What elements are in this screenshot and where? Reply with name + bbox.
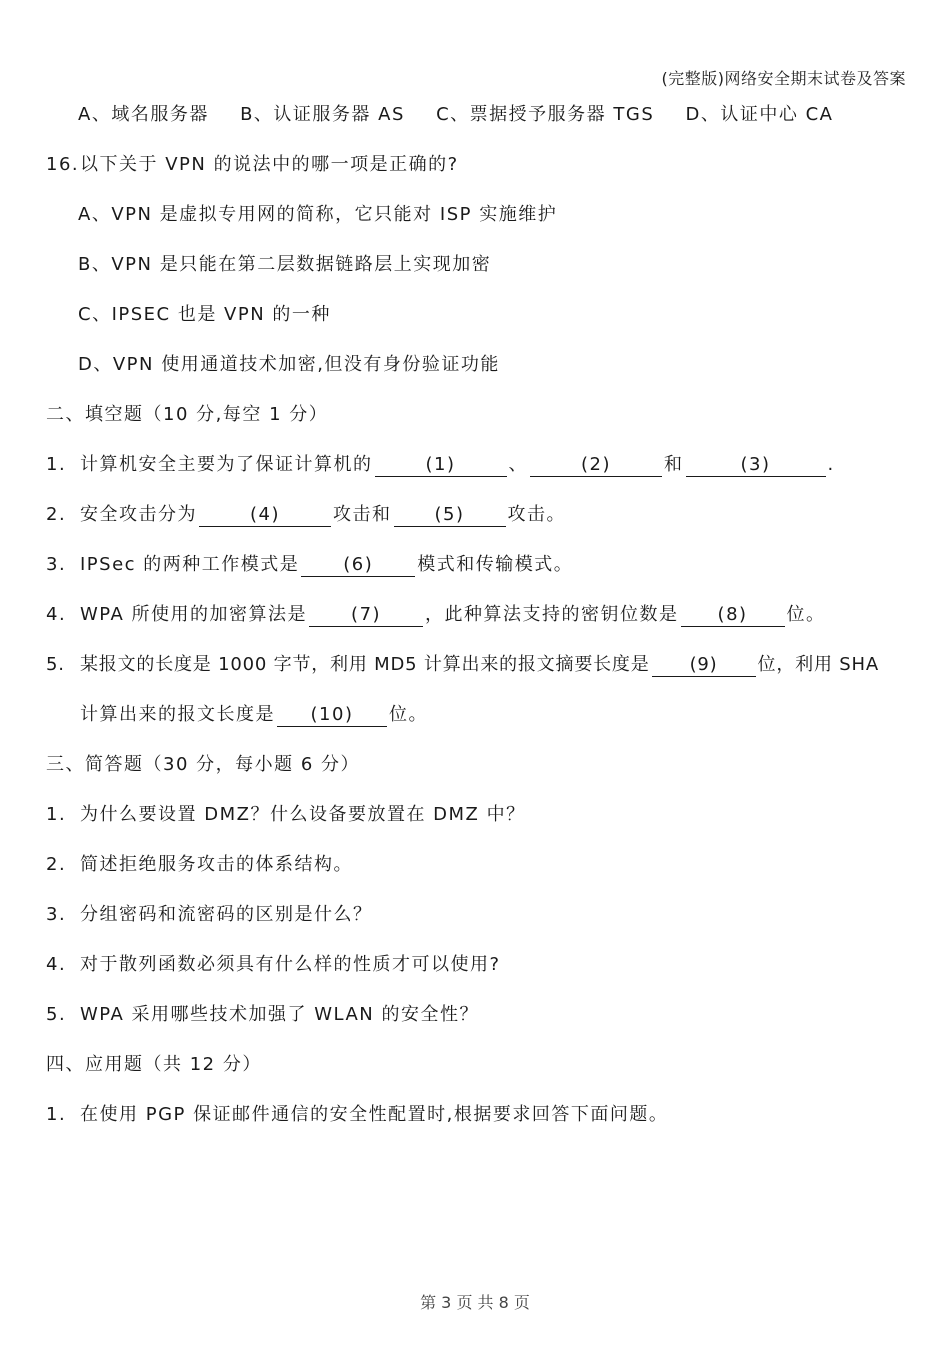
q16-option-c: C、IPSEC 也是 VPN 的一种 <box>78 304 331 325</box>
q16-question <box>46 152 910 178</box>
fill-q4-post: 位。 <box>786 604 826 625</box>
section4-title: 四、应用题（共 12 分） <box>46 1054 262 1075</box>
fill-q1-number: 1. <box>46 454 67 475</box>
short-q5 <box>46 1002 910 1028</box>
blank-4: (4) <box>199 504 331 527</box>
q15-option-a: A、域名服务器 <box>78 104 209 125</box>
blank-5: (5) <box>394 504 506 527</box>
short-q1-number: 1. <box>46 804 67 825</box>
app-q1-number: 1. <box>46 1104 67 1125</box>
fill-q2-post: 攻击。 <box>507 504 566 525</box>
document-header: (完整版)网络安全期末试卷及答案 <box>661 69 906 88</box>
fill-q5-cont: 计算出来的报文长度是 <box>80 704 275 725</box>
fill-q5-mid: 位，利用 SHA <box>757 654 879 675</box>
q16-number: 16. <box>46 154 80 175</box>
fill-q1-sep1: 、 <box>508 454 528 475</box>
blank-2: (2) <box>530 454 662 477</box>
fill-q5-number: 5. <box>46 654 65 675</box>
fill-q4-number: 4. <box>46 604 67 625</box>
fill-q4-mid: ，此种算法支持的密钥位数是 <box>425 604 679 625</box>
blank-1: (1) <box>375 454 507 477</box>
short-q4 <box>46 952 910 978</box>
fill-q5-post: 位。 <box>389 704 428 725</box>
fill-q2-pre: 安全攻击分为 <box>80 504 197 525</box>
blank-3: (3) <box>686 454 826 477</box>
q15-options <box>78 102 910 128</box>
blank-9: (9) <box>652 654 756 677</box>
app-q1 <box>46 1102 910 1128</box>
short-q4-number: 4. <box>46 954 67 975</box>
fill-q1-sep2: 和 <box>664 454 684 475</box>
fill-q1 <box>46 452 910 478</box>
fill-q5-continued <box>80 702 910 728</box>
short-q1 <box>46 802 910 828</box>
short-q1-text: 为什么要设置 DMZ？什么设备要放置在 DMZ 中？ <box>80 804 526 825</box>
fill-q3-post: 模式和传输模式。 <box>417 554 574 575</box>
blank-6: (6) <box>301 554 415 577</box>
q16-text: 以下关于 VPN 的说法中的哪一项是正确的? <box>80 154 459 175</box>
fill-q1-post: . <box>827 454 835 475</box>
section3-title: 三、简答题（30 分，每小题 6 分） <box>46 754 361 775</box>
q15-option-d: D、认证中心 CA <box>685 104 834 125</box>
fill-q3-pre: IPSec 的两种工作模式是 <box>80 554 300 575</box>
fill-q5-pre: 某报文的长度是 1000 字节，利用 MD5 计算出来的报文摘要长度是 <box>80 654 650 675</box>
short-q2-number: 2. <box>46 854 67 875</box>
short-q3 <box>46 902 910 928</box>
short-q3-number: 3. <box>46 904 67 925</box>
fill-q2-mid: 攻击和 <box>333 504 392 525</box>
blank-10: (10) <box>277 704 387 727</box>
short-q4-text: 对于散列函数必须具有什么样的性质才可以使用? <box>80 954 501 975</box>
q16-option-d: D、VPN 使用通道技术加密,但没有身份验证功能 <box>78 354 500 375</box>
short-q3-text: 分组密码和流密码的区别是什么？ <box>80 904 373 925</box>
fill-q2 <box>46 502 910 528</box>
short-q2-text: 简述拒绝服务攻击的体系结构。 <box>80 854 353 875</box>
blank-8: (8) <box>681 604 785 627</box>
fill-q3-number: 3. <box>46 554 67 575</box>
q15-option-c: C、票据授予服务器 TGS <box>436 104 655 125</box>
q15-option-b: B、认证服务器 AS <box>240 104 405 125</box>
fill-q4 <box>46 602 910 628</box>
page-footer: 第 3 页 共 8 页 <box>420 1293 530 1312</box>
blank-7: (7) <box>309 604 423 627</box>
short-q5-number: 5. <box>46 1004 67 1025</box>
fill-q2-number: 2. <box>46 504 67 525</box>
app-q1-text: 在使用 PGP 保证邮件通信的安全性配置时,根据要求回答下面问题。 <box>80 1104 669 1125</box>
short-q2 <box>46 852 910 878</box>
fill-q5 <box>46 652 910 678</box>
short-q5-text: WPA 采用哪些技术加强了 WLAN 的安全性？ <box>80 1004 479 1025</box>
fill-q4-pre: WPA 所使用的加密算法是 <box>80 604 308 625</box>
q16-option-b: B、VPN 是只能在第二层数据链路层上实现加密 <box>78 254 492 275</box>
fill-q3 <box>46 552 910 578</box>
section2-title: 二、填空题（10 分,每空 1 分） <box>46 404 329 425</box>
q16-option-a: A、VPN 是虚拟专用网的简称，它只能对 ISP 实施维护 <box>78 204 558 225</box>
fill-q1-pre: 计算机安全主要为了保证计算机的 <box>80 454 373 475</box>
